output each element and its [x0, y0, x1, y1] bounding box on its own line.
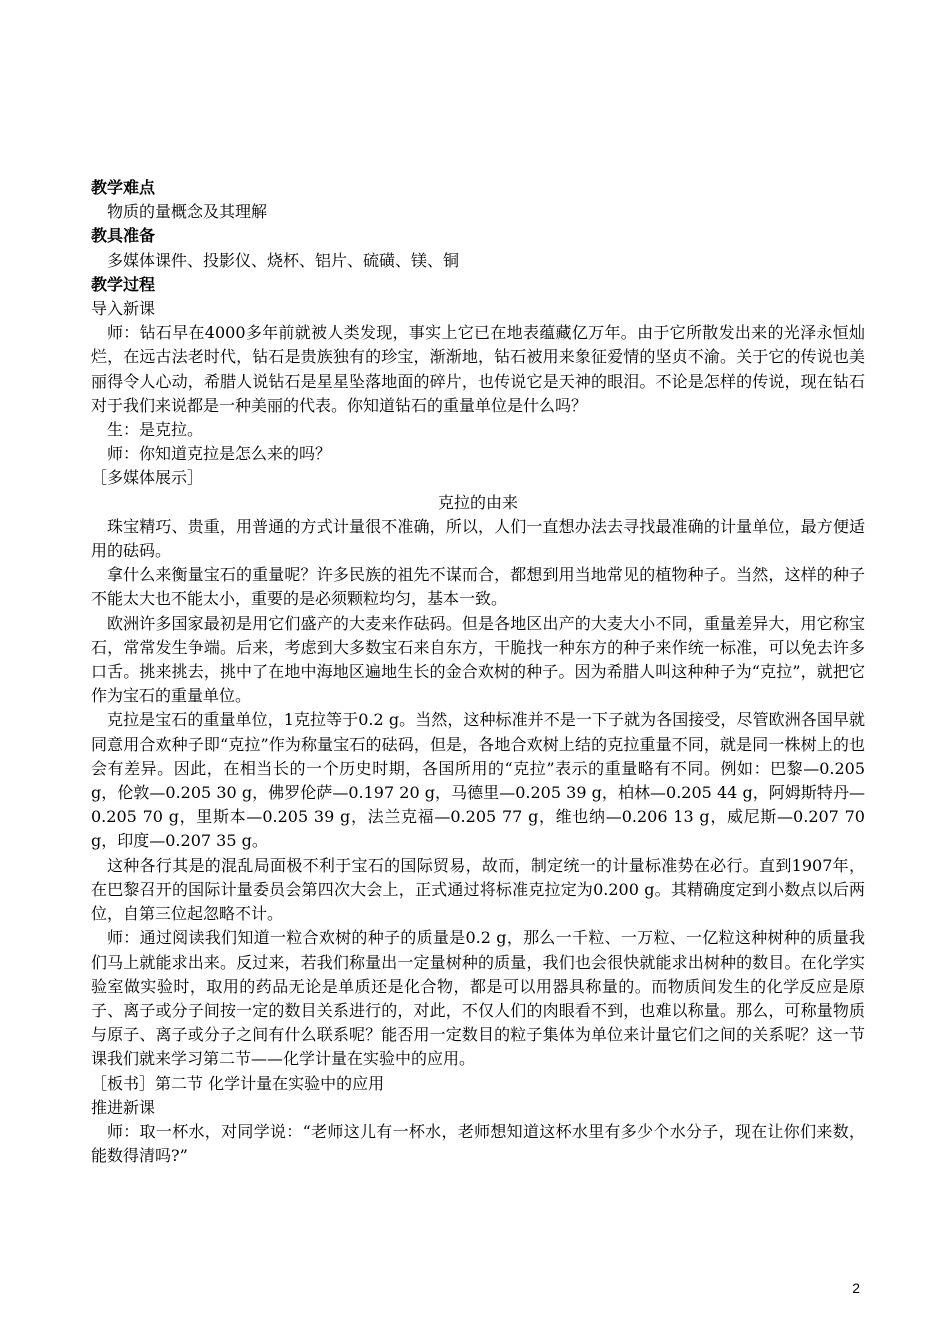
- teacher-transition-paragraph: 师：通过阅读我们知道一粒合欢树的种子的质量是0.2 g，那么一千粒、一万粒、一亿粒这种树种的质量我们马上就能求出来。反过来，若我们称量出一定量树种的质量，我们也会很快就能求出树种的数目。在化学实验室做实验时，取用的药品无论是单质还是化合物，都是可以用器具称量的。而物质间发生的化学反应是原子、离子或分子间按一定的数目关系进行的，对此，不仅人们的肉眼看不到，也难以称量。那么，可称量物质与原子、离子或分子之间有什么联系呢？能否用一定数目的粒子集体为单位来计量它们之间的关系呢？这一节课我们就来学习第二节——化学计量在实验中的应用。: [91, 928, 865, 1069]
- teacher-intro-paragraph: 师：钻石早在4000多年前就被人类发现，事实上它已在地表蕴藏亿万年。由于它所散发出来的光泽永恒灿烂，在远古法老时代，钻石是贵族独有的珍宝，渐渐地，钻石被用来象征爱情的坚贞不渝。关于它的传说也美丽得令人心动，希腊人说钻石是星星坠落地面的碎片，也传说它是天神的眼泪。不论是怎样的传说，现在钻石对于我们来说都是一种美丽的代表。你知道钻石的重量单位是什么吗？: [91, 323, 865, 415]
- section-heading-tools: 教具准备: [91, 226, 156, 246]
- student-answer: 生：是克拉。: [107, 420, 204, 440]
- section-heading-process: 教学过程: [91, 274, 156, 294]
- advance-label: 推进新课: [91, 1097, 156, 1117]
- article-paragraph: 这种各行其是的混乱局面极不利于宝石的国际贸易，故而，制定统一的计量标准势在必行。直到1907年，在巴黎召开的国际计量委员会第四次大会上，正式通过将标准克拉定为0.200 g。其精确度定到小数点以后两位，自第三位起忽略不计。: [91, 855, 865, 924]
- article-paragraph: 欧洲许多国家最初是用它们盛产的大麦来作砝码。但是各地区出产的大麦大小不同，重量差异大，用它称宝石，常常发生争端。后来，考虑到大多数宝石来自东方，干脆找一种东方的种子来作统一标准，可以免去许多口舌。挑来挑去，挑中了在地中海地区遍地生长的金合欢树的种子。因为希腊人叫这种种子为“克拉”，就把它作为宝石的重量单位。: [91, 613, 865, 706]
- tools-text: 多媒体课件、投影仪、烧杯、铝片、硫磺、镁、铜: [107, 250, 460, 270]
- section-heading-difficulty: 教学难点: [91, 178, 156, 197]
- page-number: 2: [852, 1280, 860, 1296]
- page-content: [91, 176, 865, 1168]
- article-title: 克拉的由来: [437, 492, 518, 512]
- teacher-action-paragraph: 师：取一杯水，对同学说：“老师这儿有一杯水，老师想知道这杯水里有多少个水分子，现在让你们来数，能数得清吗?”: [91, 1121, 865, 1166]
- intro-label: 导入新课: [91, 299, 156, 319]
- multimedia-label: ［多媒体展示］: [91, 468, 204, 488]
- article-paragraph: 拿什么来衡量宝石的重量呢？许多民族的祖先不谋而合，都想到用当地常见的植物种子。当然，这样的种子不能太大也不能太小，重要的是必须颗粒均匀，基本一致。: [91, 565, 865, 609]
- teacher-question: 师：你知道克拉是怎么来的吗？: [107, 444, 332, 464]
- board-writing: ［板书］第二节 化学计量在实验中的应用: [91, 1073, 385, 1093]
- article-paragraph: 克拉是宝石的重量单位，1克拉等于0.2 g。当然，这种标准并不是一下子就为各国接受，尽管欧洲各国早就同意用合欢种子即“克拉”作为称量宝石的砝码，但是，各地合欢树上结的克拉重量不同，就是同一株树上的也会有差异。因此，在相当长的一个历史时期，各国所用的“克拉”表示的重量略有不同。例如：巴黎—0.205 g，伦敦—0.205 30 g，佛罗伦萨—0.197 20 g，马德里—0.205 39 g，柏林—0.205 44 g，阿姆斯特丹—0.205 70 g，里斯本—0.205 39 g，法兰克福—0.205 77 g，维也纳—0.206 13 g，威尼斯—0.207 70 g，印度—0.207 35 g。: [91, 710, 865, 851]
- difficulty-text: 物质的量概念及其理解: [107, 202, 268, 222]
- article-paragraph: 珠宝精巧、贵重，用普通的方式计量很不准确，所以，人们一直想办法去寻找最准确的计量单位，最方便适用的砝码。: [91, 516, 865, 561]
